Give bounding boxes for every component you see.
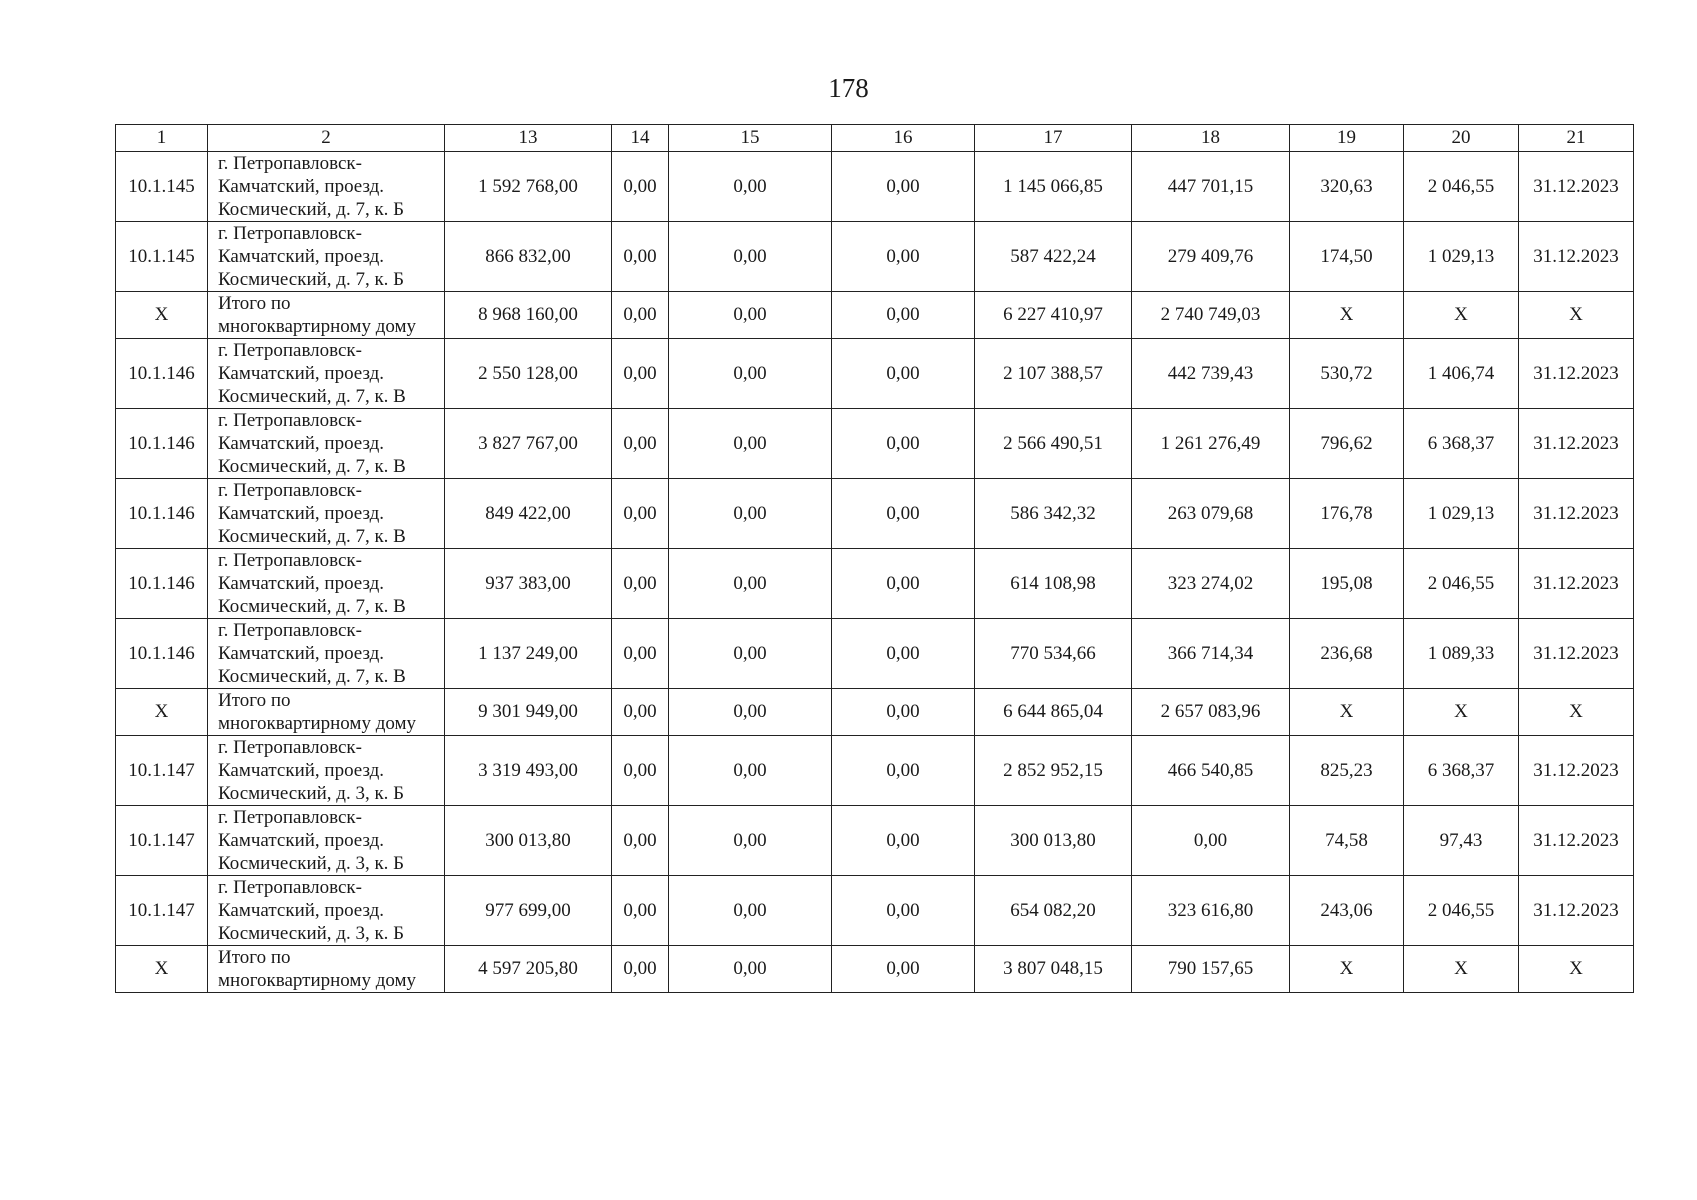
col-19-cell: 236,68 [1290, 619, 1404, 689]
total-row [116, 292, 1634, 339]
col-20-cell: 6 368,37 [1404, 736, 1519, 806]
col-15-cell: 0,00 [669, 736, 832, 806]
column-header: 18 [1132, 125, 1290, 152]
col-20-cell: 1 406,74 [1404, 339, 1519, 409]
col-19-cell: X [1290, 292, 1404, 339]
col-21-cell: 31.12.2023 [1519, 152, 1634, 222]
col-16-cell: 0,00 [832, 736, 975, 806]
column-header: 13 [445, 125, 612, 152]
table-row [116, 479, 1634, 549]
col-15-cell: 0,00 [669, 806, 832, 876]
col-21-cell: X [1519, 292, 1634, 339]
data-table [115, 124, 1634, 993]
address-cell: Итого по многоквартирному дому [208, 689, 445, 736]
row-number-cell: 10.1.147 [116, 876, 208, 946]
table-row [116, 736, 1634, 806]
total-row [116, 689, 1634, 736]
col-13-cell: 937 383,00 [445, 549, 612, 619]
col-16-cell: 0,00 [832, 946, 975, 993]
col-21-cell: 31.12.2023 [1519, 619, 1634, 689]
col-17-cell: 1 145 066,85 [975, 152, 1132, 222]
col-18-cell: 466 540,85 [1132, 736, 1290, 806]
col-14-cell: 0,00 [612, 549, 669, 619]
col-20-cell: 6 368,37 [1404, 409, 1519, 479]
row-number-cell: 10.1.146 [116, 619, 208, 689]
col-15-cell: 0,00 [669, 549, 832, 619]
col-19-cell: X [1290, 689, 1404, 736]
table-row [116, 549, 1634, 619]
col-17-cell: 614 108,98 [975, 549, 1132, 619]
col-14-cell: 0,00 [612, 619, 669, 689]
col-17-cell: 587 422,24 [975, 222, 1132, 292]
table-row [116, 152, 1634, 222]
row-number-cell: 10.1.147 [116, 736, 208, 806]
address-cell: г. Петропавловск- Камчатский, проезд. Космический, д. 3, к. Б [208, 876, 445, 946]
col-15-cell: 0,00 [669, 619, 832, 689]
col-20-cell: 97,43 [1404, 806, 1519, 876]
col-19-cell: 174,50 [1290, 222, 1404, 292]
col-17-cell: 2 566 490,51 [975, 409, 1132, 479]
column-header: 20 [1404, 125, 1519, 152]
col-21-cell: X [1519, 689, 1634, 736]
col-19-cell: 825,23 [1290, 736, 1404, 806]
col-14-cell: 0,00 [612, 152, 669, 222]
column-header: 15 [669, 125, 832, 152]
col-17-cell: 2 107 388,57 [975, 339, 1132, 409]
col-13-cell: 4 597 205,80 [445, 946, 612, 993]
col-18-cell: 442 739,43 [1132, 339, 1290, 409]
table-row [116, 876, 1634, 946]
address-cell: г. Петропавловск- Камчатский, проезд. Космический, д. 3, к. Б [208, 806, 445, 876]
col-18-cell: 323 274,02 [1132, 549, 1290, 619]
col-17-cell: 6 227 410,97 [975, 292, 1132, 339]
header-row [116, 125, 1634, 152]
column-header: 2 [208, 125, 445, 152]
col-15-cell: 0,00 [669, 946, 832, 993]
col-14-cell: 0,00 [612, 292, 669, 339]
col-16-cell: 0,00 [832, 876, 975, 946]
col-13-cell: 866 832,00 [445, 222, 612, 292]
col-18-cell: 323 616,80 [1132, 876, 1290, 946]
col-17-cell: 586 342,32 [975, 479, 1132, 549]
col-15-cell: 0,00 [669, 876, 832, 946]
col-18-cell: 1 261 276,49 [1132, 409, 1290, 479]
col-21-cell: 31.12.2023 [1519, 876, 1634, 946]
column-header: 16 [832, 125, 975, 152]
col-20-cell: 1 089,33 [1404, 619, 1519, 689]
col-13-cell: 8 968 160,00 [445, 292, 612, 339]
col-18-cell: 790 157,65 [1132, 946, 1290, 993]
col-17-cell: 770 534,66 [975, 619, 1132, 689]
col-16-cell: 0,00 [832, 222, 975, 292]
row-number-cell: 10.1.146 [116, 549, 208, 619]
col-14-cell: 0,00 [612, 876, 669, 946]
col-21-cell: 31.12.2023 [1519, 409, 1634, 479]
col-15-cell: 0,00 [669, 222, 832, 292]
col-16-cell: 0,00 [832, 409, 975, 479]
col-18-cell: 2 657 083,96 [1132, 689, 1290, 736]
col-20-cell: X [1404, 946, 1519, 993]
col-21-cell: 31.12.2023 [1519, 736, 1634, 806]
col-19-cell: 320,63 [1290, 152, 1404, 222]
col-14-cell: 0,00 [612, 806, 669, 876]
col-14-cell: 0,00 [612, 946, 669, 993]
col-21-cell: 31.12.2023 [1519, 222, 1634, 292]
col-14-cell: 0,00 [612, 689, 669, 736]
col-18-cell: 279 409,76 [1132, 222, 1290, 292]
col-14-cell: 0,00 [612, 736, 669, 806]
col-13-cell: 977 699,00 [445, 876, 612, 946]
col-16-cell: 0,00 [832, 339, 975, 409]
col-17-cell: 654 082,20 [975, 876, 1132, 946]
col-13-cell: 1 592 768,00 [445, 152, 612, 222]
col-15-cell: 0,00 [669, 339, 832, 409]
table-row [116, 339, 1634, 409]
col-13-cell: 849 422,00 [445, 479, 612, 549]
col-19-cell: 74,58 [1290, 806, 1404, 876]
address-cell: Итого по многоквартирному дому [208, 292, 445, 339]
col-20-cell: X [1404, 292, 1519, 339]
col-19-cell: 176,78 [1290, 479, 1404, 549]
col-21-cell: 31.12.2023 [1519, 549, 1634, 619]
address-cell: г. Петропавловск- Камчатский, проезд. Космический, д. 7, к. В [208, 409, 445, 479]
col-13-cell: 9 301 949,00 [445, 689, 612, 736]
col-18-cell: 366 714,34 [1132, 619, 1290, 689]
col-13-cell: 2 550 128,00 [445, 339, 612, 409]
col-17-cell: 2 852 952,15 [975, 736, 1132, 806]
column-header: 1 [116, 125, 208, 152]
col-13-cell: 3 827 767,00 [445, 409, 612, 479]
col-13-cell: 3 319 493,00 [445, 736, 612, 806]
col-15-cell: 0,00 [669, 689, 832, 736]
col-16-cell: 0,00 [832, 806, 975, 876]
address-cell: г. Петропавловск- Камчатский, проезд. Космический, д. 7, к. В [208, 479, 445, 549]
col-20-cell: X [1404, 689, 1519, 736]
column-header: 17 [975, 125, 1132, 152]
address-cell: г. Петропавловск- Камчатский, проезд. Космический, д. 7, к. В [208, 619, 445, 689]
col-16-cell: 0,00 [832, 292, 975, 339]
table-row [116, 222, 1634, 292]
col-18-cell: 0,00 [1132, 806, 1290, 876]
col-16-cell: 0,00 [832, 549, 975, 619]
address-cell: г. Петропавловск- Камчатский, проезд. Космический, д. 3, к. Б [208, 736, 445, 806]
col-21-cell: 31.12.2023 [1519, 479, 1634, 549]
total-row [116, 946, 1634, 993]
col-20-cell: 1 029,13 [1404, 479, 1519, 549]
col-17-cell: 6 644 865,04 [975, 689, 1132, 736]
table-body [116, 152, 1634, 993]
row-number-cell: X [116, 292, 208, 339]
table-row [116, 409, 1634, 479]
col-14-cell: 0,00 [612, 409, 669, 479]
col-21-cell: 31.12.2023 [1519, 339, 1634, 409]
col-16-cell: 0,00 [832, 619, 975, 689]
col-20-cell: 2 046,55 [1404, 876, 1519, 946]
row-number-cell: 10.1.146 [116, 479, 208, 549]
col-19-cell: 195,08 [1290, 549, 1404, 619]
col-14-cell: 0,00 [612, 222, 669, 292]
address-cell: Итого по многоквартирному дому [208, 946, 445, 993]
col-21-cell: 31.12.2023 [1519, 806, 1634, 876]
column-header: 14 [612, 125, 669, 152]
col-14-cell: 0,00 [612, 339, 669, 409]
table-row [116, 619, 1634, 689]
col-13-cell: 300 013,80 [445, 806, 612, 876]
address-cell: г. Петропавловск- Камчатский, проезд. Космический, д. 7, к. Б [208, 152, 445, 222]
row-number-cell: 10.1.147 [116, 806, 208, 876]
col-15-cell: 0,00 [669, 409, 832, 479]
col-16-cell: 0,00 [832, 689, 975, 736]
col-17-cell: 300 013,80 [975, 806, 1132, 876]
column-header: 21 [1519, 125, 1634, 152]
col-19-cell: X [1290, 946, 1404, 993]
col-19-cell: 530,72 [1290, 339, 1404, 409]
col-19-cell: 243,06 [1290, 876, 1404, 946]
col-13-cell: 1 137 249,00 [445, 619, 612, 689]
address-cell: г. Петропавловск- Камчатский, проезд. Космический, д. 7, к. В [208, 549, 445, 619]
col-14-cell: 0,00 [612, 479, 669, 549]
col-16-cell: 0,00 [832, 479, 975, 549]
row-number-cell: X [116, 689, 208, 736]
col-17-cell: 3 807 048,15 [975, 946, 1132, 993]
col-15-cell: 0,00 [669, 479, 832, 549]
col-18-cell: 2 740 749,03 [1132, 292, 1290, 339]
address-cell: г. Петропавловск- Камчатский, проезд. Космический, д. 7, к. Б [208, 222, 445, 292]
page-number: 178 [828, 73, 869, 103]
col-20-cell: 2 046,55 [1404, 549, 1519, 619]
row-number-cell: 10.1.145 [116, 222, 208, 292]
row-number-cell: X [116, 946, 208, 993]
col-15-cell: 0,00 [669, 152, 832, 222]
col-20-cell: 1 029,13 [1404, 222, 1519, 292]
col-16-cell: 0,00 [832, 152, 975, 222]
col-18-cell: 447 701,15 [1132, 152, 1290, 222]
row-number-cell: 10.1.146 [116, 409, 208, 479]
col-19-cell: 796,62 [1290, 409, 1404, 479]
address-cell: г. Петропавловск- Камчатский, проезд. Космический, д. 7, к. В [208, 339, 445, 409]
table-row [116, 806, 1634, 876]
row-number-cell: 10.1.146 [116, 339, 208, 409]
col-20-cell: 2 046,55 [1404, 152, 1519, 222]
col-21-cell: X [1519, 946, 1634, 993]
column-header: 19 [1290, 125, 1404, 152]
row-number-cell: 10.1.145 [116, 152, 208, 222]
col-18-cell: 263 079,68 [1132, 479, 1290, 549]
col-15-cell: 0,00 [669, 292, 832, 339]
